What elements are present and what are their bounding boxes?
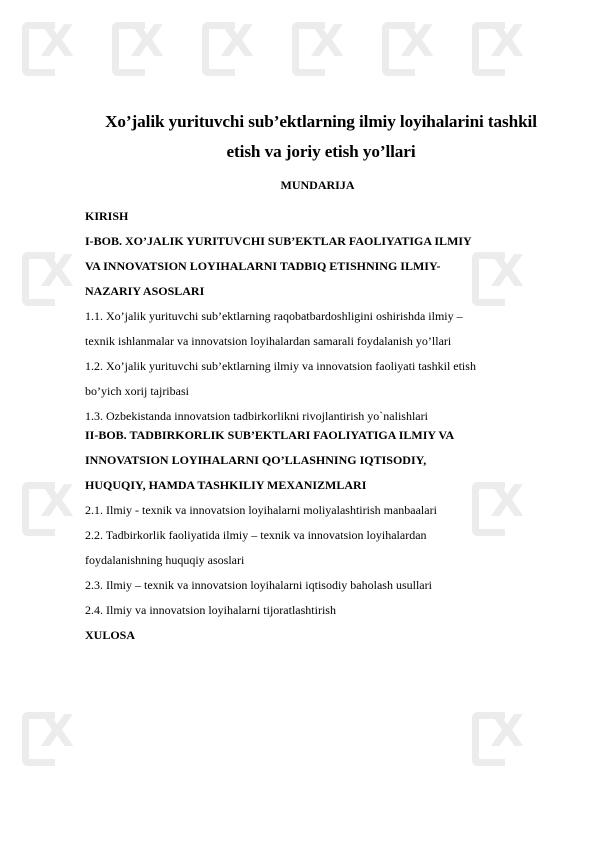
toc-section-1-1-line-2: texnik ishlanmalar va innovatsion loyihalardan samarali foydalanish yo’llari [85, 334, 452, 348]
watermark-icon: X [198, 14, 256, 72]
document-title [86, 107, 556, 167]
watermark-icon: X [468, 474, 526, 532]
table-of-contents [85, 207, 555, 645]
toc-section-1-3: 1.3. Ozbekistanda innovatsion tadbirkorlikni rivojlantirish yo`nalishlari [85, 409, 428, 423]
watermark-icon: X [18, 704, 76, 762]
watermark-icon: X [468, 14, 526, 72]
toc-section-2-2-line-1: 2.2. Tadbirkorlik faoliyatida ilmiy – texnik va innovatsion loyihalardan [85, 528, 427, 542]
toc-chapter-1-line-3: NAZARIY ASOSLARI [85, 284, 205, 298]
toc-item-xulosa: XULOSA [85, 628, 136, 642]
toc-chapter-1-line-1: I-BOB. XO’JALIK YURITUVCHI SUB’EKTLAR FAOLIYATIGA ILMIY [85, 234, 472, 248]
toc-chapter-2-line-1: II-BOB. TADBIRKORLIK SUB’EKTLARI FAOLIYATIGA ILMIY VA [85, 428, 455, 442]
toc-chapter-2-line-2: INNOVATSION LOYIHALARNI QO’LLASHNING IQTISODIY, [85, 453, 427, 467]
watermark-icon: X [18, 474, 76, 532]
toc-section-1-2-line-2: bo’yich xorij tajribasi [85, 384, 189, 398]
title-line-1: Xo’jalik yurituvchi sub’ektlarning ilmiy loyihalarini tashkil [105, 112, 537, 131]
toc-section-2-1: 2.1. Ilmiy - texnik va innovatsion loyihalarni moliyalashtirish manbaalari [85, 503, 437, 517]
title-line-2: etish va joriy etish yo’llari [226, 142, 416, 161]
toc-item-kirish: KIRISH [85, 209, 129, 223]
toc-chapter-2-line-3: HUQUQIY, HAMDA TASHKILIY MEXANIZMLARI [85, 478, 367, 492]
toc-section-1-2-line-1: 1.2. Xo’jalik yurituvchi sub’ektlarning ilmiy va innovatsion faoliyati tashkil etish [85, 359, 476, 373]
toc-heading: MUNDARIJA [280, 178, 355, 192]
toc-section-2-4: 2.4. Ilmiy va innovatsion loyihalarni tijoratlashtirish [85, 603, 336, 617]
toc-chapter-1-line-2: VA INNOVATSION LOYIHALARNI TADBIQ ETISHNING ILMIY- [85, 259, 441, 273]
watermark-icon: X [18, 14, 76, 72]
watermark-icon: X [288, 14, 346, 72]
watermark-icon: X [108, 14, 166, 72]
watermark-icon: X [378, 14, 436, 72]
toc-section-2-3: 2.3. Ilmiy – texnik va innovatsion loyihalarni iqtisodiy baholash usullari [85, 578, 432, 592]
toc-section-1-1-line-1: 1.1. Xo’jalik yurituvchi sub’ektlarning raqobatbardoshligini oshirishda ilmiy – [85, 309, 463, 323]
watermark-icon: X [468, 244, 526, 302]
toc-section-2-2-line-2: foydalanishning huquqiy asoslari [85, 553, 245, 567]
watermark-icon: X [468, 704, 526, 762]
watermark-icon: X [18, 244, 76, 302]
